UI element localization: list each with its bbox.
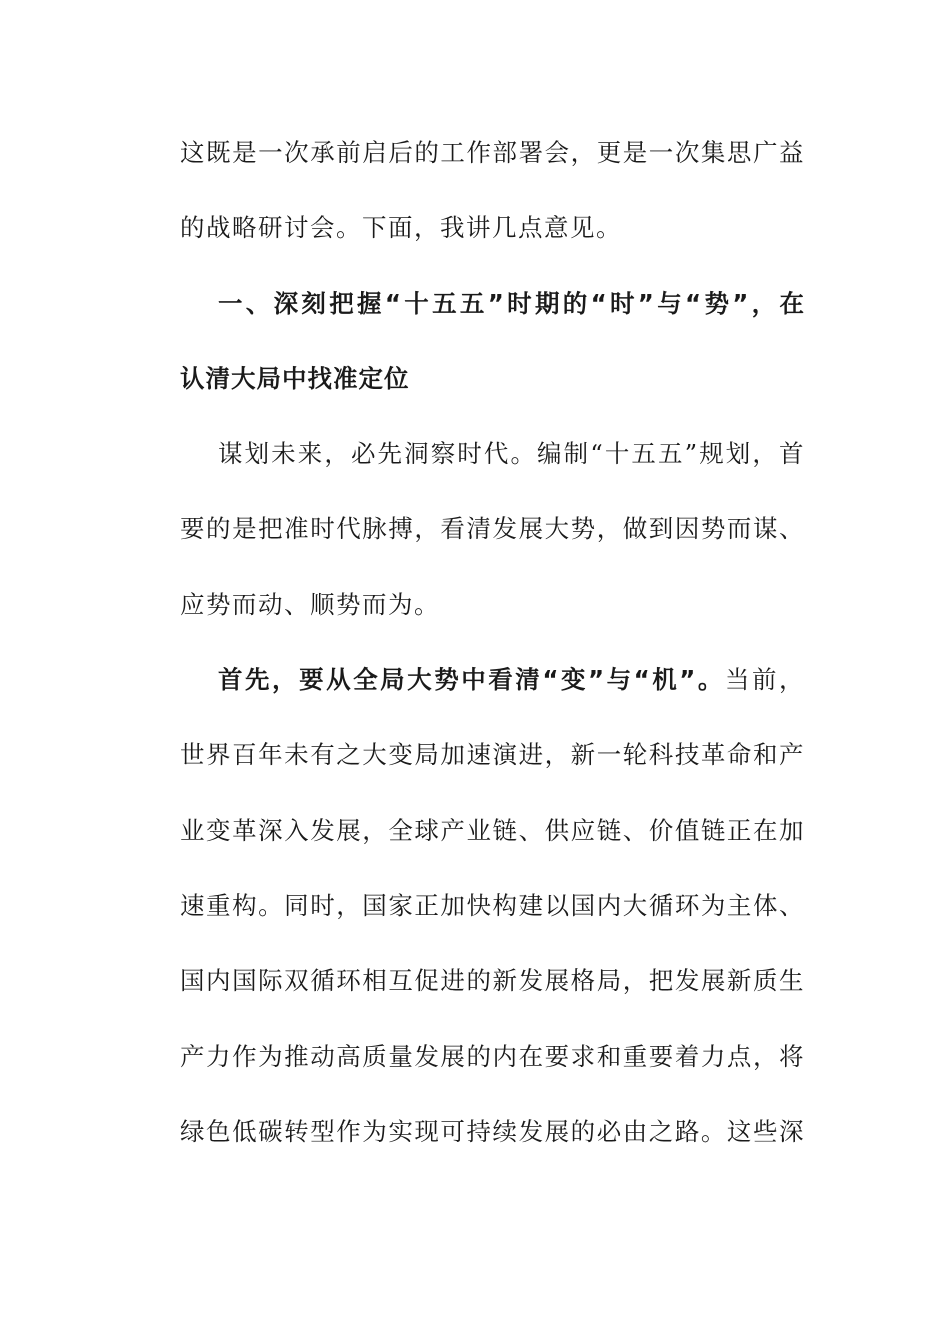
section-heading-line-1: 一、深刻把握“十五五”时期的“时”与“势”，在 <box>218 288 805 318</box>
paragraph-1-line-1: 谋划未来，必先洞察时代。编制“十五五”规划，首 <box>218 439 805 469</box>
paragraph-1-line-2: 要的是把准时代脉搏，看清发展大势，做到因势而谋、 <box>180 514 805 544</box>
paragraph-2-lead-bold: 首先，要从全局大势中看清“变”与“机”。 <box>218 665 725 695</box>
paragraph-2-line-1 <box>180 652 805 727</box>
section-heading-line-2: 认清大局中找准定位 <box>180 363 410 393</box>
intro-line-1: 这既是一次承前启后的工作部署会，更是一次集思广益 <box>180 138 805 167</box>
paragraph-2-lead-rest: 当前， <box>724 665 805 695</box>
paragraph-2-line-4: 速重构。同时，国家正加快构建以国内大循环为主体、 <box>180 890 805 920</box>
paragraph-1-line-3: 应势而动、顺势而为。 <box>180 589 440 619</box>
paragraph-2-line-7: 绿色低碳转型作为实现可持续发展的必由之路。这些深 <box>180 1116 805 1146</box>
document-body <box>180 125 805 1179</box>
paragraph-2-line-2: 世界百年未有之大变局加速演进，新一轮科技革命和产 <box>180 740 805 770</box>
paragraph-2-line-5: 国内国际双循环相互促进的新发展格局，把发展新质生 <box>180 966 805 996</box>
paragraph-2-line-6: 产力作为推动高质量发展的内在要求和重要着力点，将 <box>180 1041 805 1071</box>
intro-line-2: 的战略研讨会。下面，我讲几点意见。 <box>180 213 622 243</box>
paragraph-2-line-3: 业变革深入发展，全球产业链、供应链、价值链正在加 <box>180 815 805 845</box>
